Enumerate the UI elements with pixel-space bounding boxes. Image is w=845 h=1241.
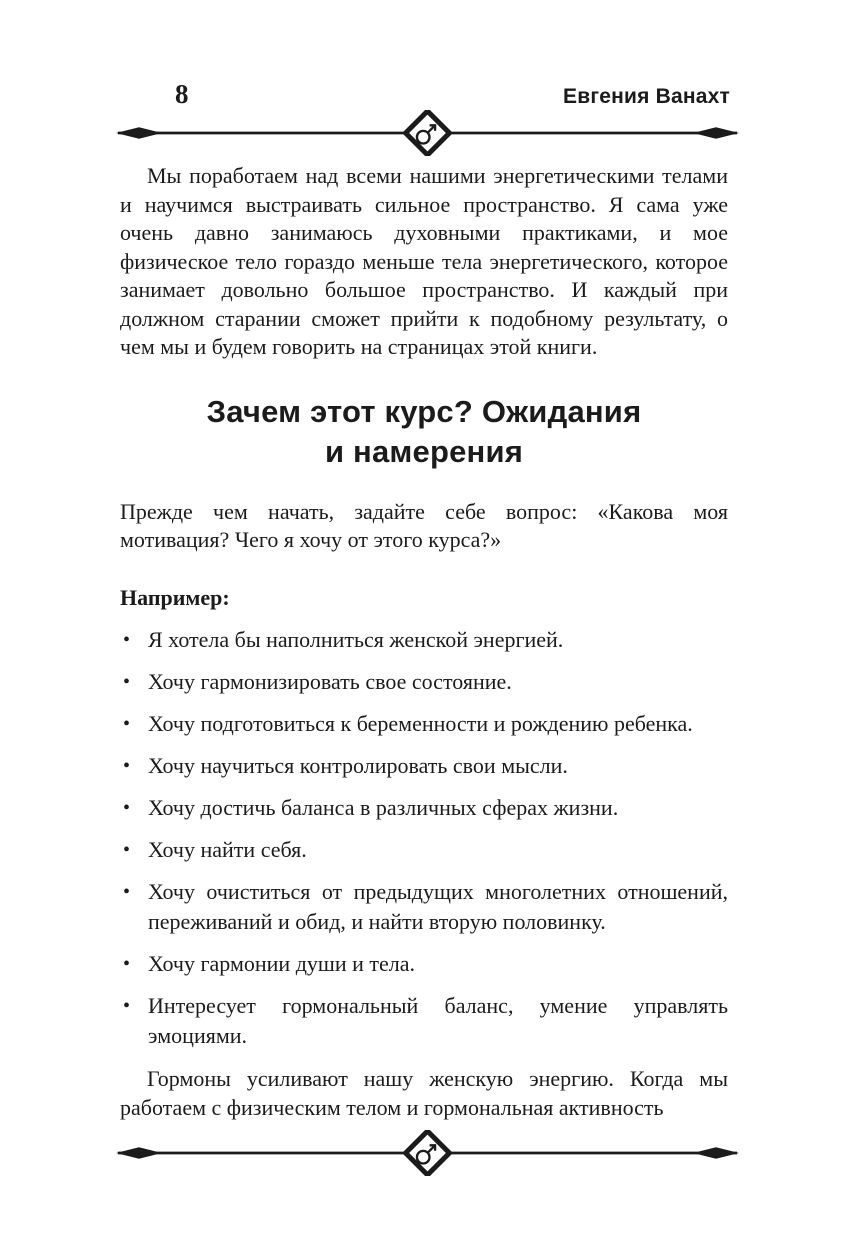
list-item-text: Интересует гормональный баланс, умение управлять эмоциями. <box>148 993 728 1048</box>
running-head <box>115 80 740 156</box>
list-item-text: Хочу очиститься от предыдущих многолетних отношений, переживаний и обид, и найти вторую половинку. <box>148 879 728 934</box>
list-item-text: Я хотела бы наполниться женской энергией. <box>148 627 564 652</box>
list-item-text: Хочу подготовиться к беременности и рождению ребенка. <box>148 711 693 736</box>
finial-left-icon <box>116 1147 162 1159</box>
paragraph-intro: Мы поработаем над всеми нашими энергетическими телами и научимся выстраивать сильное пространство. Я сама уже очень давно занимаюсь духовными практиками, и мое физическое тело гораздо меньше тела энергетического, которое занимает довольно большое пространство. И каждый при должном старании сможет прийти к подобному результату, о чем мы и будем говорить на страницах этой книги. <box>120 163 728 359</box>
list-item <box>120 751 728 781</box>
section-heading-line1: Зачем этот курс? Ожидания <box>206 393 642 429</box>
section-heading-line2: и намерения <box>324 433 524 469</box>
list-item <box>120 709 728 739</box>
list-item <box>120 625 728 655</box>
page-number: 8 <box>175 79 189 109</box>
header-divider <box>115 110 740 156</box>
list-item <box>120 949 728 979</box>
bullet-icon: • <box>123 953 131 975</box>
list-item-text: Хочу достичь баланса в различных сферах жизни. <box>148 795 619 820</box>
bullet-icon: • <box>123 995 131 1017</box>
list-item <box>120 793 728 823</box>
page-body <box>120 162 728 1122</box>
bullet-icon: • <box>123 629 131 651</box>
goal-list <box>120 625 728 1051</box>
bullet-icon: • <box>123 671 131 693</box>
finial-left-icon <box>116 127 162 139</box>
finial-right-icon <box>693 1147 739 1159</box>
list-item <box>120 667 728 697</box>
list-item-text: Хочу гармонии души и тела. <box>148 951 415 976</box>
list-item <box>120 835 728 865</box>
author-name: Евгения Ванахт <box>563 85 730 108</box>
running-head-row <box>115 80 740 108</box>
bullet-icon: • <box>123 755 131 777</box>
list-item-text: Хочу гармонизировать свое состояние. <box>148 669 512 694</box>
bullet-icon: • <box>123 797 131 819</box>
list-item-text: Хочу найти себя. <box>148 837 307 862</box>
finial-right-icon <box>693 127 739 139</box>
divider-ornament-svg <box>115 1130 740 1176</box>
page-footer <box>115 1130 740 1176</box>
list-item <box>120 877 728 937</box>
section-heading <box>120 392 728 472</box>
bullet-icon: • <box>123 839 131 861</box>
bullet-icon: • <box>123 881 131 903</box>
list-item-text: Хочу научиться контролировать свои мысли. <box>148 753 568 778</box>
list-item <box>120 991 728 1051</box>
paragraph-outro: Гормоны усиливают нашу женскую энергию. Когда мы работаем с физическим телом и гормональная активность <box>120 1066 728 1120</box>
divider-ornament-svg <box>115 110 740 156</box>
list-label: Например: <box>120 584 230 610</box>
paragraph-question: Прежде чем начать, задайте себе вопрос: «Какова моя мотивация? Чего я хочу от этого курса?» <box>120 498 728 552</box>
bullet-icon: • <box>123 713 131 735</box>
